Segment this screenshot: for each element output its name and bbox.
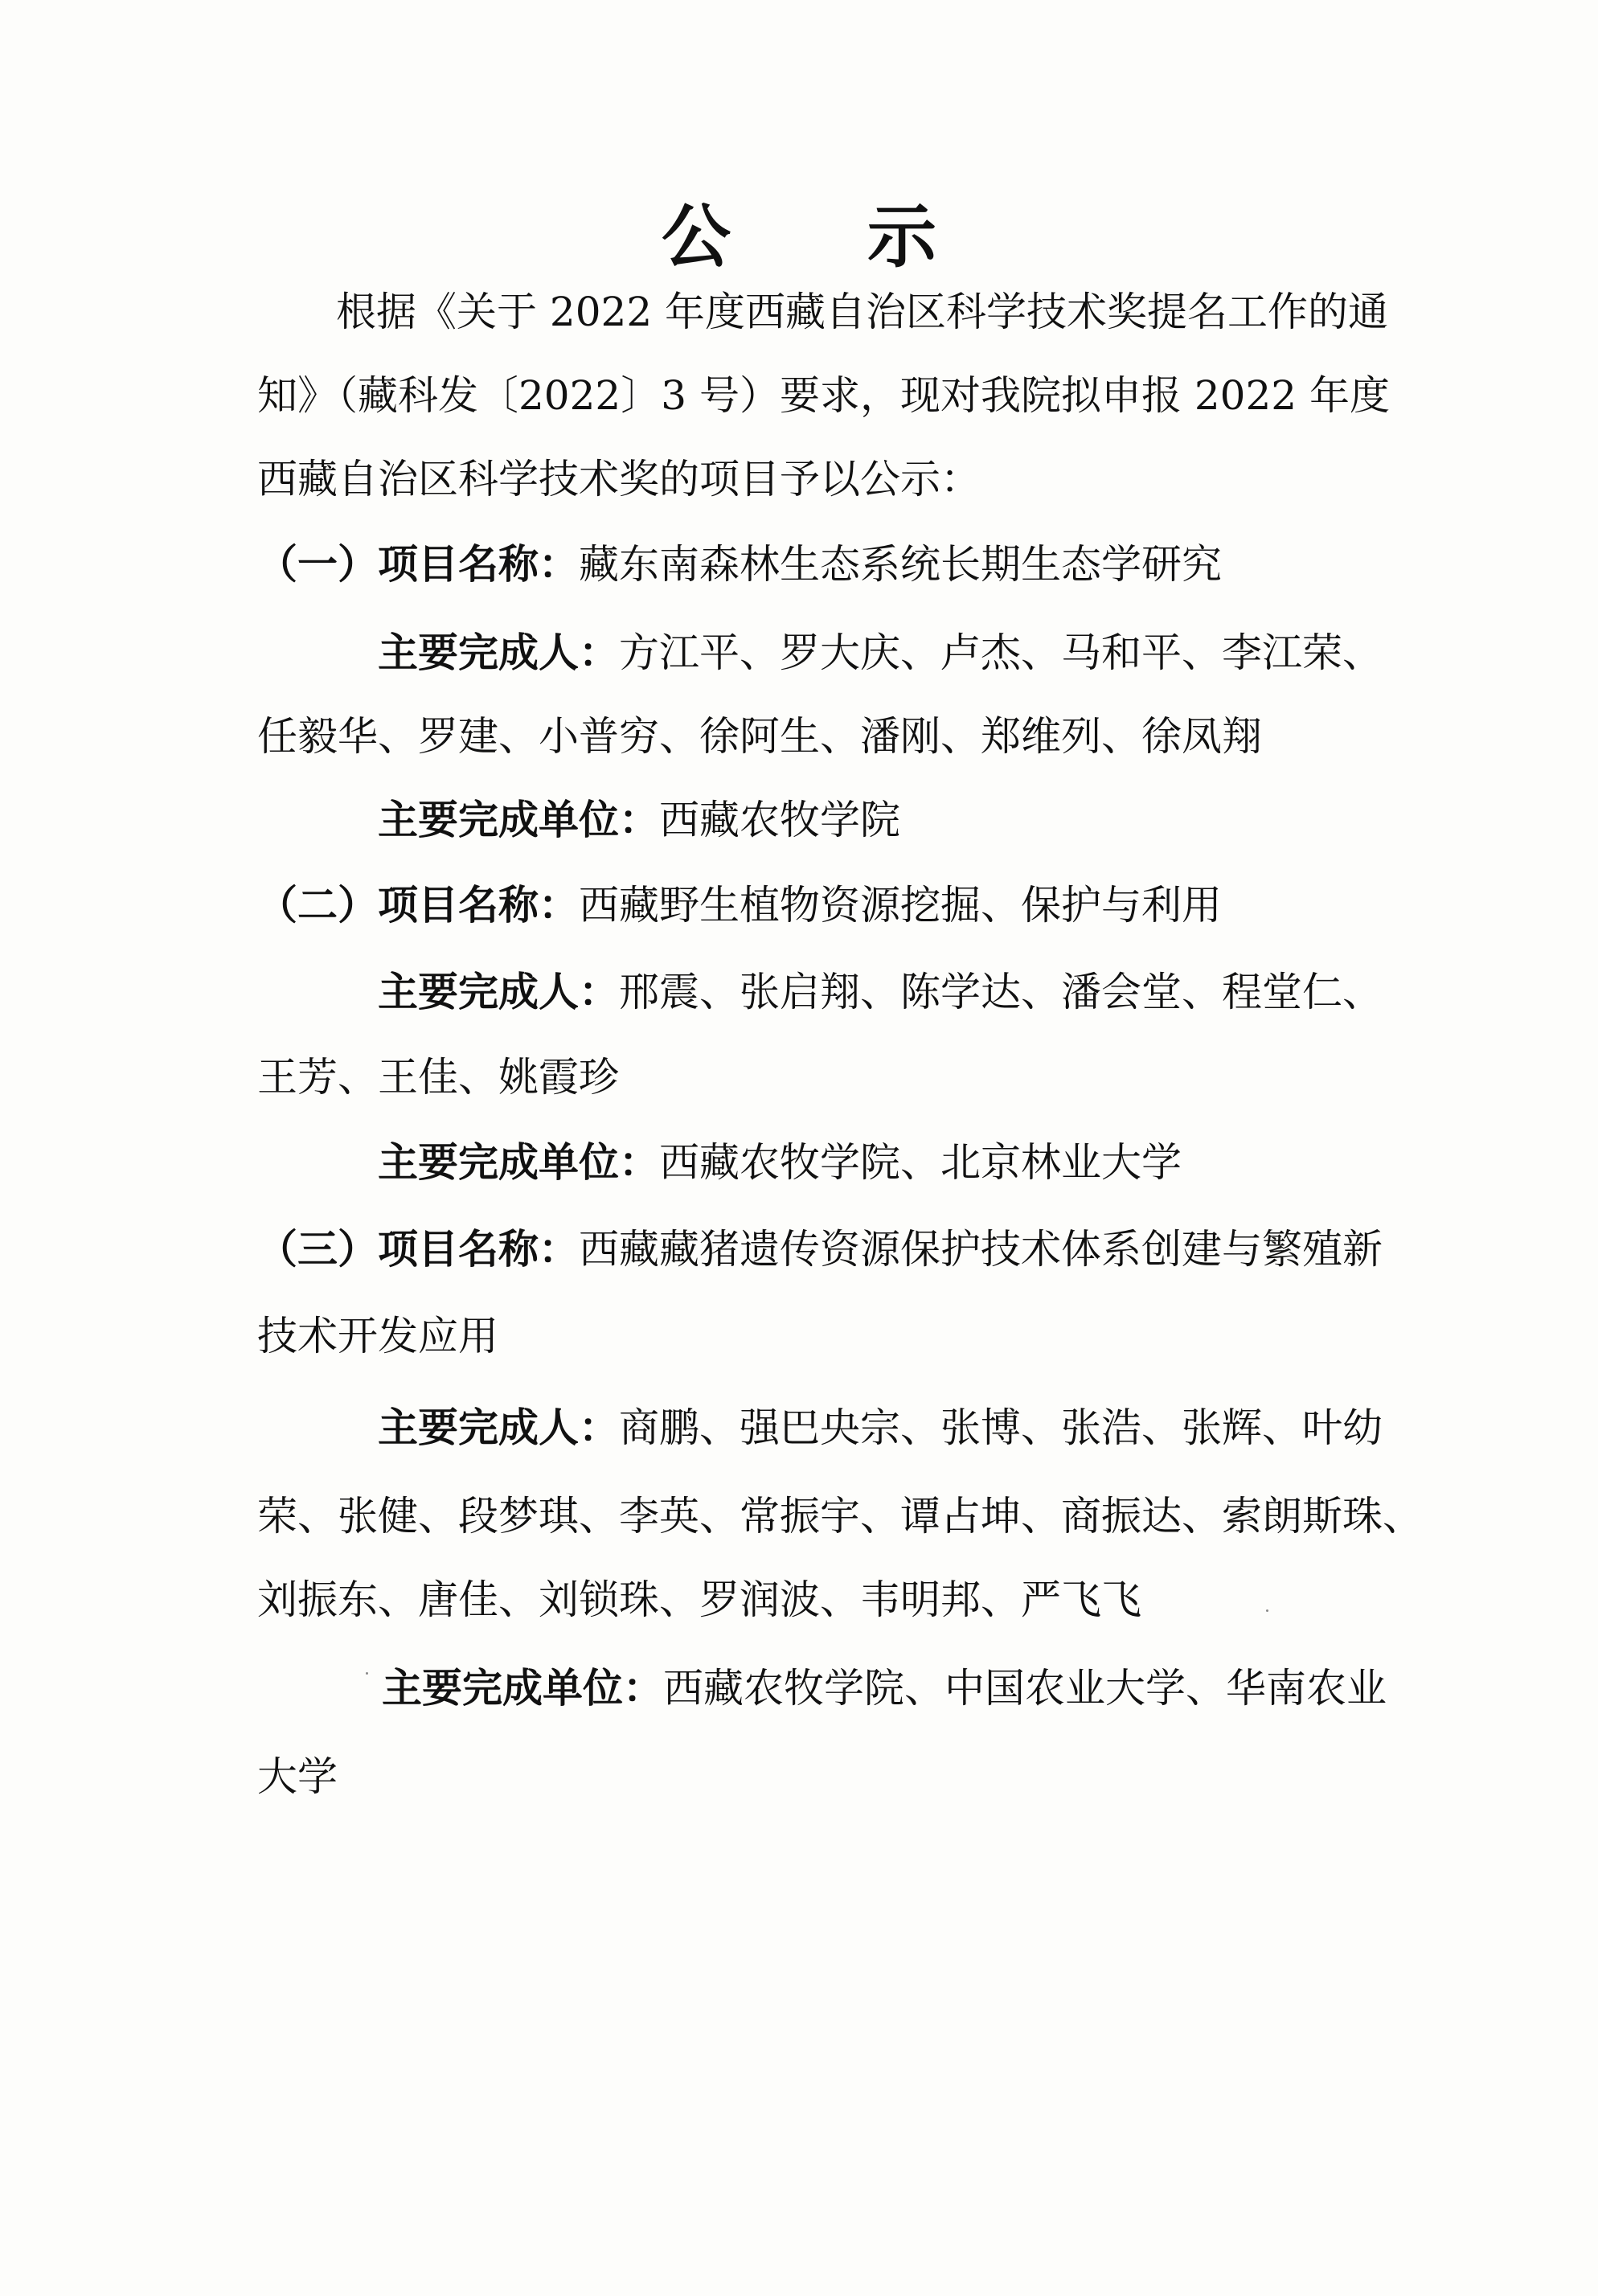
project-3-unit-label: 主要完成单位： (382, 1665, 663, 1712)
intro-line-2: 知》（藏科发〔2022〕3 号）要求，现对我院拟申报 2022 年度 (257, 372, 1390, 419)
project-2-name-row (257, 881, 1222, 929)
project-1-people-line-1: 方江平、罗大庆、卢杰、马和平、李江荣、 (619, 629, 1383, 676)
project-2-people-line-2: 王芳、王佳、姚霞珍 (257, 1054, 619, 1101)
project-1-name: 藏东南森林生态系统长期生态学研究 (579, 541, 1222, 588)
project-1-people-row (378, 629, 1383, 677)
project-3-unit-line-1: 西藏农牧学院、中国农业大学、华南农业 (663, 1665, 1387, 1712)
project-2-index: （二） (257, 882, 378, 929)
project-1-name-label: 项目名称： (378, 541, 579, 588)
project-3-index: （三） (257, 1226, 378, 1273)
project-1-unit: 西藏农牧学院 (659, 797, 900, 843)
project-3-name-label: 项目名称： (378, 1226, 579, 1273)
project-2-unit-label: 主要完成单位： (378, 1139, 659, 1186)
project-3-people-line-3: 刘振东、唐佳、刘锁珠、罗润波、韦明邦、严飞飞 (257, 1576, 1141, 1623)
scan-speck (1266, 1609, 1268, 1612)
project-2-name-label: 项目名称： (378, 882, 579, 929)
project-3-name-row (257, 1225, 1383, 1273)
intro-line-3: 西藏自治区科学技术奖的项目予以公示： (257, 456, 981, 502)
project-2-unit: 西藏农牧学院、北京林业大学 (659, 1139, 1182, 1186)
project-3-people-label: 主要完成人： (378, 1404, 619, 1451)
project-2-unit-row (378, 1138, 1182, 1187)
project-3-people-line-2: 荣、张健、段梦琪、李英、常振宇、谭占坤、商振达、索朗斯珠、 (257, 1493, 1423, 1540)
project-3-people-line-1: 商鹏、强巴央宗、张博、张浩、张辉、叶幼 (619, 1404, 1383, 1451)
project-3-name-line-1: 西藏藏猪遗传资源保护技术体系创建与繁殖新 (579, 1226, 1383, 1273)
project-1-name-row (257, 540, 1222, 588)
project-3-name-line-2: 技术开发应用 (257, 1313, 498, 1359)
project-1-unit-label: 主要完成单位： (378, 797, 659, 843)
project-3-people-row (378, 1404, 1383, 1452)
project-1-people-line-2: 任毅华、罗建、小普穷、徐阿生、潘刚、郑维列、徐凤翔 (257, 713, 1262, 760)
scan-speck (366, 1672, 368, 1675)
project-2-people-row (378, 968, 1383, 1016)
project-2-people-label: 主要完成人： (378, 969, 619, 1015)
project-2-name: 西藏野生植物资源挖掘、保护与利用 (579, 882, 1222, 929)
project-1-index: （一） (257, 541, 378, 588)
intro-line-1: 根据《关于 2022 年度西藏自治区科学技术奖提名工作的通 (336, 289, 1389, 335)
project-1-people-label: 主要完成人： (378, 629, 619, 676)
project-1-unit-row (378, 796, 900, 844)
page-title: 公 示 (662, 197, 993, 277)
project-3-unit-line-2: 大学 (257, 1753, 338, 1800)
project-2-people-line-1: 邢震、张启翔、陈学达、潘会堂、程堂仁、 (619, 969, 1383, 1015)
project-3-unit-row (382, 1664, 1387, 1712)
